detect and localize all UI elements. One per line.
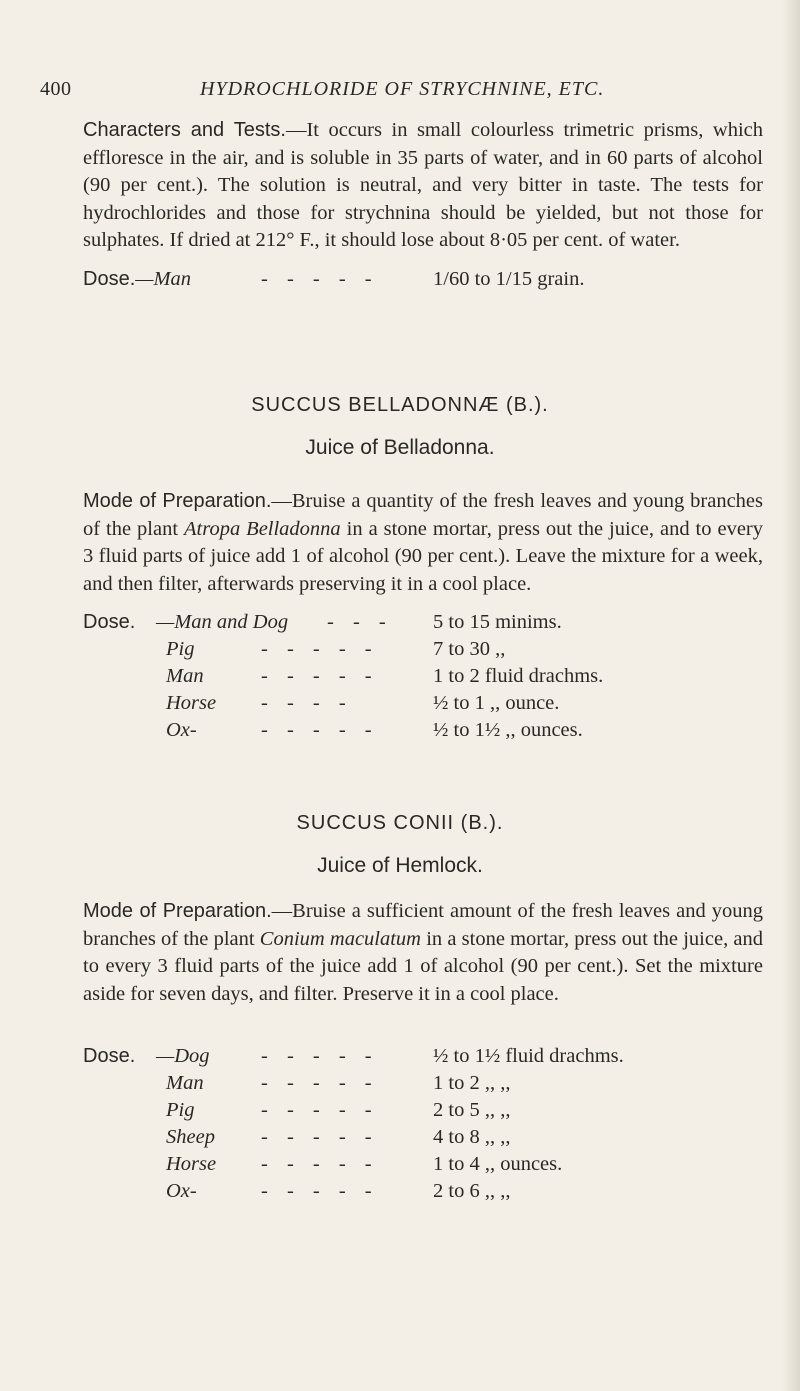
dose-dashes: - - - — [327, 611, 393, 633]
tests-label: Characters and Tests. — [83, 119, 286, 141]
dose-dashes: - - - - - — [261, 1099, 379, 1121]
dose-animal: Pig — [166, 1099, 195, 1121]
dose-label: Dose. — [83, 611, 136, 633]
dose-animal: Ox- — [166, 719, 197, 741]
dose-label: Dose. — [83, 1045, 136, 1067]
dose-dashes: - - - - - — [261, 1045, 379, 1067]
dose-amount: ½ to 1 ,, ounce. — [433, 692, 560, 714]
belladonna-heading: SUCCUS BELLADONNÆ (B.). — [251, 394, 549, 416]
dose-amount: 1/60 to 1/15 grain. — [433, 268, 585, 290]
running-head-title: HYDROCHLORIDE OF STRYCHNINE, ETC. — [200, 78, 605, 100]
dose-animal: Horse — [166, 1153, 217, 1175]
dose-animal: Man — [166, 665, 204, 687]
dose-row — [83, 719, 783, 747]
dose-label: Dose. — [83, 268, 136, 290]
dose-row — [83, 1072, 783, 1100]
dose-amount: 2 to 5 ,, ,, — [433, 1099, 511, 1121]
prep-label: Mode of Preparation. — [83, 490, 272, 512]
dose-amount: 7 to 30 ,, — [433, 638, 506, 660]
dose-dashes: - - - - - — [261, 719, 379, 741]
dose-animal: Sheep — [166, 1126, 215, 1148]
prep-plant: Conium maculatum — [259, 927, 421, 950]
dose-amount: ½ to 1½ fluid drachms. — [433, 1045, 624, 1067]
dose-row — [83, 638, 783, 666]
conii-heading: SUCCUS CONII (B.). — [296, 812, 504, 834]
dose-amount: 1 to 2 ,, ,, — [433, 1072, 511, 1094]
dose-row — [83, 611, 783, 639]
dose-amount: 2 to 6 ,, ,, — [433, 1180, 511, 1202]
prep-text-1: —Bruise a sufficient amount of the fresh leaves and young branches of the plant — [83, 900, 764, 950]
page-number: 400 — [40, 78, 72, 100]
dose-animal: Man — [166, 1072, 204, 1094]
page-edge-shadow — [782, 0, 800, 1391]
dose-animal: Horse — [166, 692, 217, 714]
prep-plant: Atropa Belladonna — [184, 517, 341, 540]
dose-animal: —Man and Dog — [156, 611, 289, 633]
prep-text-1: —Bruise a quantity of the fresh leaves and young branches of the plant — [83, 490, 763, 540]
dose-amount: 1 to 4 ,, ounces. — [433, 1153, 563, 1175]
strychnine-tests-paragraph — [83, 117, 763, 255]
belladonna-preparation-paragraph — [83, 488, 763, 598]
dose-row — [83, 1099, 783, 1127]
conii-preparation-paragraph — [83, 898, 763, 1008]
dose-amount: 4 to 8 ,, ,, — [433, 1126, 511, 1148]
dose-animal: Ox- — [166, 1180, 197, 1202]
dose-row — [83, 692, 783, 720]
strychnine-dose-line — [83, 268, 783, 298]
dose-dashes: - - - - - — [261, 1072, 379, 1094]
tests-text: —It occurs in small colourless trimetric prisms, which effloresce in the air, and is soluble in 35 parts of water, and in 60 parts of alcohol (90 per cent.). The solution is neutral, and very bitter in taste. The tests for hydrochlorides and those for strychnina should be yielded, but not those for sulphates. If dried at 212° F., it should lose about 8·05 per cent. of water. — [83, 119, 764, 252]
dose-row — [83, 1126, 783, 1154]
running-head — [40, 78, 760, 108]
dose-amount: 5 to 15 minims. — [433, 611, 562, 633]
dose-dashes: - - - - - — [261, 665, 379, 687]
dose-row — [83, 1180, 783, 1208]
prep-text-2: in a stone mortar, press out the juice, and to every 3 fluid parts of juice add 1 of alcohol (90 per cent.). Leave the mixture for a week, and then filter, afterwards preserving it in a cool place. — [83, 517, 763, 595]
dose-animal: Pig — [166, 638, 195, 660]
dose-amount: ½ to 1½ ,, ounces. — [433, 719, 583, 741]
dose-dashes: - - - - - — [261, 1180, 379, 1202]
dose-row — [83, 1045, 783, 1073]
dose-animal: —Man — [135, 268, 192, 290]
dose-dashes: - - - - — [261, 692, 353, 714]
dose-amount: 1 to 2 fluid drachms. — [433, 665, 604, 687]
prep-label: Mode of Preparation. — [83, 900, 272, 922]
dose-dashes: - - - - - — [261, 1153, 379, 1175]
dose-dashes: - - - - - — [261, 638, 379, 660]
dose-dashes: - - - - - — [261, 268, 379, 290]
belladonna-subheading: Juice of Belladonna. — [305, 436, 495, 459]
conii-subheading: Juice of Hemlock. — [317, 854, 483, 877]
dose-row — [83, 665, 783, 693]
dose-row — [83, 1153, 783, 1181]
prep-text-2: in a stone mortar, press out the juice, and to every 3 fluid parts of the juice add 1 of alcohol (90 per cent.). Set the mixture aside for seven days, and filter. Preserve it in a cool place. — [83, 927, 763, 1005]
dose-animal: —Dog — [156, 1045, 210, 1067]
dose-dashes: - - - - - — [261, 1126, 379, 1148]
